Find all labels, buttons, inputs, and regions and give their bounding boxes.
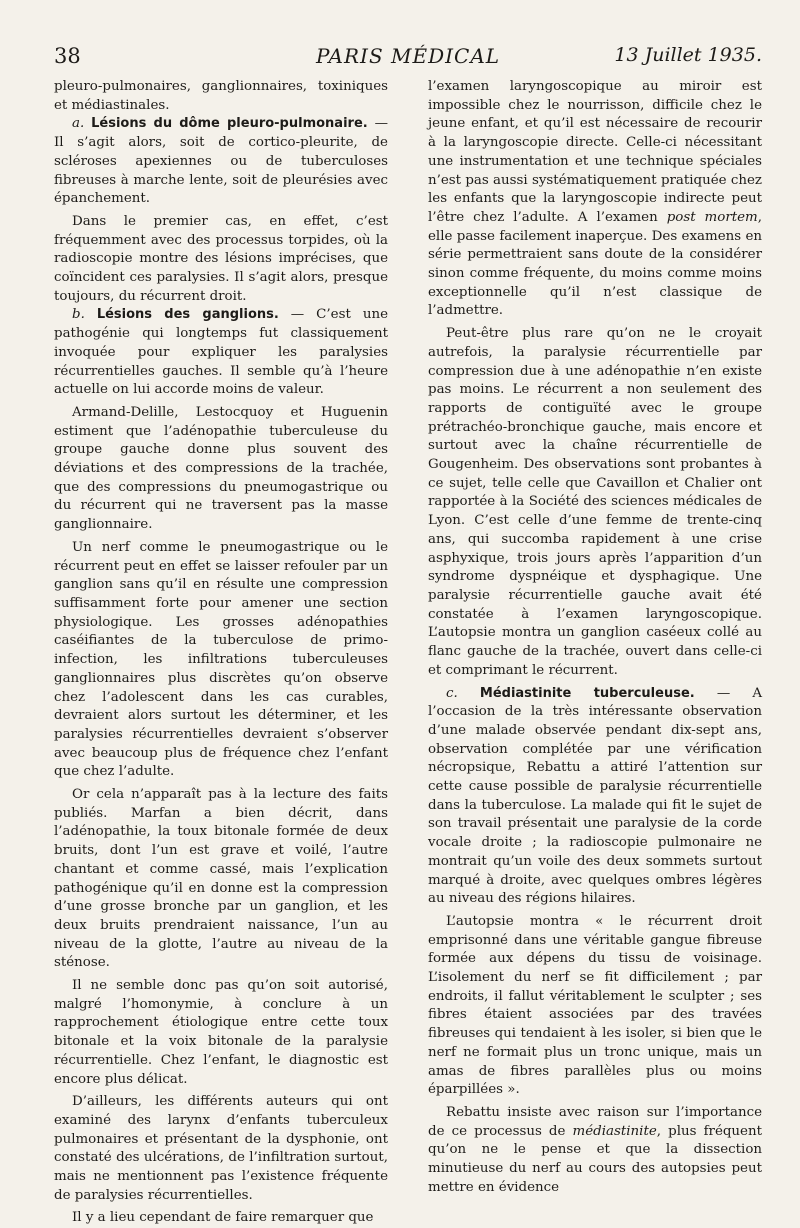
section-a-paragraph [54,115,388,209]
paragraph-text: , elle passe facilement inaperçue. Des examens en série permettraient sans doute de la considérer sinon comme fréquente, du moins comme moins exceptionnelle qu’il n’est classique de l’admettre. [428,209,762,319]
italic-term: post mortem [666,209,758,225]
paragraph-text: — Il s’agit alors, soit de cortico-pleurite, de scléroses apexiennes ou de tuberculoses fibreuses à marche lente, soit de pleurésies avec épanchement. [54,116,388,207]
section-letter: c. [446,685,458,701]
section-letter: b. [72,307,85,323]
paragraph: Un nerf comme le pneumogastrique ou le récurrent peut en effet se laisser refouler par un ganglion sans qu’il en résulte une compression suffisamment forte pour amener une section physiologique. Les grosses adénopathies caséifiantes de la tuberculose de primo-infection, les infiltrations tuberculeuses ganglionnaires plus discrètes qu’on observe chez l’adolescent dans les cas curables, devraient alors surtout les déterminer, et les paralysies récurrentielles devraient s’observer avec beaucoup plus de fréquence chez l’enfant que chez l’adulte. [54,539,388,780]
paragraph-text: — C’est une pathogénie qui longtemps fut classiquement invoquée pour expliquer les paralysies récurrentielles gauches. Il semble qu’à l’heure actuelle on lui accorde moins de valeur. [54,307,389,398]
paragraph-text: — A l’occasion de la très intéressante observation d’une malade observée pendant dix-sept ans, observation complétée par une vérification nécropsique, Rebattu a attiré l’attention sur cette cause possible de paralysie récurrentielle dans la tuberculose. La malade qui fit le sujet de son travail présentait une paralysie de la corde vocale droite ; la radioscopie pulmonaire ne montrait qu’un voile des deux sommets surtout marqué à droite, avec quelques ombres légères au niveau des régions hilaires. [428,685,762,907]
paragraph: Or cela n’apparaît pas à la lecture des faits publiés. Marfan a bien décrit, dans l’adénopathie, la toux bitonale formée de deux bruits, dont l’un est grave et voilé, l’autre chantant et comme cassé, mais l’explication pathogénique qu’il en donne est la compression d’une grosse bronche par un ganglion, et les deux bruits prendraient naissance, l’un au niveau de la glotte, l’autre au niveau de la sténose. [54,787,388,971]
section-c-paragraph [428,685,762,909]
paragraph-text: Rebattu insiste avec raison sur l’importance de ce processus de [428,1104,762,1139]
section-heading: Lésions des ganglions. [96,307,279,323]
journal-title: PARIS MÉDICAL [315,44,501,68]
paragraph-text: l’examen laryngoscopique au miroir est impossible chez le nourrisson, difficile chez le jeune enfant, et qu’il est nécessaire de recourir à la laryngoscopie directe. Celle-ci nécessitant une instrumentation et une technique spéciales n’est pas aussi systématiquement pratiquée chez les enfants que la laryngoscopie indirecte peut l’être chez l’adulte. A l’examen [428,79,762,225]
section-heading: Médiastinite tuberculeuse. [479,685,695,701]
page-number: 38 [54,44,81,68]
paragraph [428,78,762,321]
section-letter: a. [72,116,85,132]
issue-date: 13 Juillet 1935. [614,44,762,66]
paragraph: Il ne semble donc pas qu’on soit autorisé, malgré l’homonymie, à conclure à un rapprochement étiologique entre cette toux bitonale et la voix bitonale de la paralysie récurrentielle. Chez l’enfant, le diagnostic est encore plus délicat. [54,978,388,1087]
section-heading: Lésions du dôme pleuro-pulmonaire. [91,116,368,132]
paragraph: Dans le premier cas, en effet, c’est fréquemment avec des processus torpides, où la radioscopie montre des lésions imprécises, que coïncident ces paralysies. Il s’agit alors, presque toujours, du récurrent droit. [54,213,388,304]
page-header [54,40,762,78]
paragraph: L’autopsie montra « le récurrent droit emprisonné dans une véritable gangue fibreuse formée aux dépens du tissu de voisinage. L’isolement du nerf se fit difficilement ; par endroits, il fallut véritablement le sculpter ; ses fibres étaient associées par des travées fibreuses qui tendaient à les isoler, si bien que le nerf ne formait plus un tronc unique, mais un amas de fibres parallèles plus ou moins éparpillées ». [428,913,762,1098]
paragraph: D’ailleurs, les différents auteurs qui ont examiné des larynx d’enfants tuberculeux pulmonaires et présentant de la dysphonie, ont constaté des ulcérations, de l’infiltration surtout, mais ne mentionnent pas l’existence fréquente de paralysies récurrentielles. [54,1094,388,1203]
paragraph: Il y a lieu cependant de faire remarquer que [72,1210,374,1226]
right-column [428,78,762,1228]
paragraph: Armand-Delille, Lestocquoy et Huguenin estiment que l’adénopathie tuberculeuse du groupe gauche donne plus souvent des déviations et des compressions de la trachée, que des compressions du pneumogastrique ou du récurrent qui ne traversent pas la masse ganglionnaire. [54,404,388,533]
paragraph: Peut-être plus rare qu’on ne le croyait autrefois, la paralysie récurrentielle par compression due à une adénopathie n’en existe pas moins. Le récurrent a non seulement des rapports de contiguïté avec le groupe prétrachéo-bronchique gauche, mais encore et surtout avec la chaîne récurrentielle de Gougenheim. Des observations sont probantes à ce sujet, telle celle que Cavaillon et Chalier ont rapportée à la Société des sciences médicales de Lyon. C’est celle d’une femme de trente-cinq ans, qui succomba rapidement à une crise asphyxique, trois jours après l’apparition d’un syndrome dyspnéique et dysphagique. Une paralysie récurrentielle gauche avait été constatée à l’examen laryngoscopique. L’autopsie montra un ganglion caséeux collé au flanc gauche de la trachée, ouvert dans celle-ci et comprimant le récurrent. [428,326,762,678]
section-b-paragraph [54,306,388,400]
paragraph-text: , plus fréquent qu’on ne le pense et que la dissection minutieuse du nerf au cours des autopsies peut mettre en évidence [428,1123,762,1195]
paragraph [428,1104,762,1198]
left-column [54,78,388,1228]
article-body [54,78,762,1228]
paragraph: pleuro-pulmonaires, ganglionnaires, toxiniques et médiastinales. [54,79,388,113]
italic-term: médiastinite [572,1123,657,1139]
